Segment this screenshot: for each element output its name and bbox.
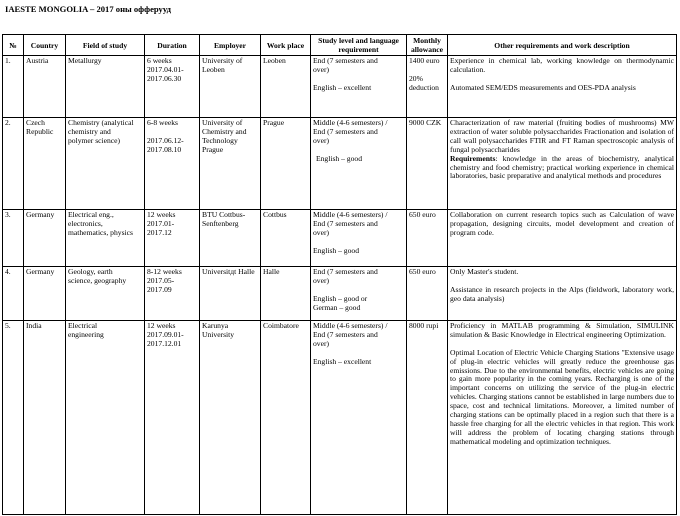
- cell-country: Germany: [24, 267, 66, 321]
- cell-employer: Karunya University: [200, 321, 261, 515]
- col-header-study-level: Study level and language requirement: [311, 35, 407, 56]
- col-header-description: Other requirements and work description: [448, 35, 677, 56]
- cell-allowance: 8000 rupi: [407, 321, 448, 515]
- cell-allowance: 1400 euro 20% deduction: [407, 56, 448, 118]
- cell-no: 4.: [3, 267, 24, 321]
- cell-no: 5.: [3, 321, 24, 515]
- col-header-field: Field of study: [66, 35, 145, 56]
- cell-study-level: Middle (4-6 semesters) / End (7 semesters and over) English – good: [311, 118, 407, 210]
- cell-no: 2.: [3, 118, 24, 210]
- cell-field: Geology, earth science, geography: [66, 267, 145, 321]
- col-header-allowance: Monthly allowance: [407, 35, 448, 56]
- cell-employer: BTU Cottbus- Senftenberg: [200, 210, 261, 267]
- cell-duration: 8-12 weeks 2017.05- 2017.09: [145, 267, 200, 321]
- cell-field: Electrical engineering: [66, 321, 145, 515]
- cell-description: Experience in chemical lab, working knowledge on thermodynamic calculation. Automated SEM/EDS measurements and OES-PDA analysis: [448, 56, 677, 118]
- cell-no: 1.: [3, 56, 24, 118]
- cell-employer: University of Chemistry and Technology Prague: [200, 118, 261, 210]
- cell-no: 3.: [3, 210, 24, 267]
- requirements-label: Requirements: [450, 153, 496, 163]
- table-header-row: [3, 35, 677, 56]
- cell-allowance: 650 euro: [407, 267, 448, 321]
- table-row: [3, 118, 677, 210]
- cell-description: Collaboration on current research topics such as Calculation of wave propagation, designing circuits, model development and creation of program code.: [448, 210, 677, 267]
- cell-employer: Universitдt Halle: [200, 267, 261, 321]
- cell-workplace: Halle: [261, 267, 311, 321]
- cell-country: Austria: [24, 56, 66, 118]
- cell-workplace: Leoben: [261, 56, 311, 118]
- cell-duration: 6 weeks 2017.04.01- 2017.06.30: [145, 56, 200, 118]
- cell-country: Germany: [24, 210, 66, 267]
- col-header-duration: Duration: [145, 35, 200, 56]
- cell-field: Chemistry (analytical chemistry and polymer science): [66, 118, 145, 210]
- table-row: [3, 267, 677, 321]
- page-title: IAESTE MONGOLIA – 2017 оны офферууд: [5, 4, 171, 14]
- cell-allowance: 650 euro: [407, 210, 448, 267]
- col-header-workplace: Work place: [261, 35, 311, 56]
- cell-allowance: 9000 CZK: [407, 118, 448, 210]
- cell-study-level: End (7 semesters and over) English – excellent: [311, 56, 407, 118]
- cell-duration: 12 weeks 2017.01- 2017.12: [145, 210, 200, 267]
- cell-study-level: Middle (4-6 semesters) / End (7 semesters and over) English – good: [311, 210, 407, 267]
- cell-duration: 12 weeks 2017.09.01- 2017.12.01: [145, 321, 200, 515]
- cell-description: Only Master's student. Assistance in research projects in the Alps (fieldwork, laboratory work, geo data analysis): [448, 267, 677, 321]
- cell-field: Electrical eng., electronics, mathematics, physics: [66, 210, 145, 267]
- cell-study-level: End (7 semesters and over) English – good or German – good: [311, 267, 407, 321]
- offers-table: [2, 34, 677, 515]
- cell-employer: University of Leoben: [200, 56, 261, 118]
- col-header-employer: Employer: [200, 35, 261, 56]
- cell-workplace: Cottbus: [261, 210, 311, 267]
- cell-workplace: Prague: [261, 118, 311, 210]
- cell-country: India: [24, 321, 66, 515]
- col-header-country: Country: [24, 35, 66, 56]
- cell-duration: 6-8 weeks 2017.06.12- 2017.08.10: [145, 118, 200, 210]
- table-row: [3, 56, 677, 118]
- cell-description: Proficiency in MATLAB programming & Simulation, SIMULINK simulation & Basic Knowledge in Electrical engineering Optimization. Optimal Location of Electric Vehicle Charging Stations "Extensive usage of plug-in electric vehicles will greatly reduce the greenhouse gas emissions. Due to the environmental benefits, electric vehicles are going to gain more popularity in the coming years. Recharging is one of the important concerns on utilizing the service of the plug-in electric vehicles. Charging stations cannot be established in large numbers due to space, cost and technical limitations. Moreover, a limited number of charging stations can be optimally placed in a region such that there is a hassle free charging for all the electric vehicles in that region. This work will address the problem of locating charging stations through mathematical modeling and optimization techniques.: [448, 321, 677, 515]
- cell-field: Metallurgy: [66, 56, 145, 118]
- cell-workplace: Coimbatore: [261, 321, 311, 515]
- table-row: [3, 210, 677, 267]
- cell-description: Characterization of raw material (fruiting bodies of mushrooms) MW extraction of water soluble polysaccharides Fractionation and isolation of call wall polysaccharides FTIR and FT Raman spectroscopic analysis of fungal polysaccharides Requirements: knowledge in the areas of biochemistry, analytical chemistry and food chemistry; practical working experience in chemical laboratories, basic preparative and analytical methods and procedures: [448, 118, 677, 210]
- col-header-no: №: [3, 35, 24, 56]
- cell-country: Czech Republic: [24, 118, 66, 210]
- table-row: [3, 321, 677, 515]
- cell-study-level: Middle (4-6 semesters) / End (7 semesters and over) English – excellent: [311, 321, 407, 515]
